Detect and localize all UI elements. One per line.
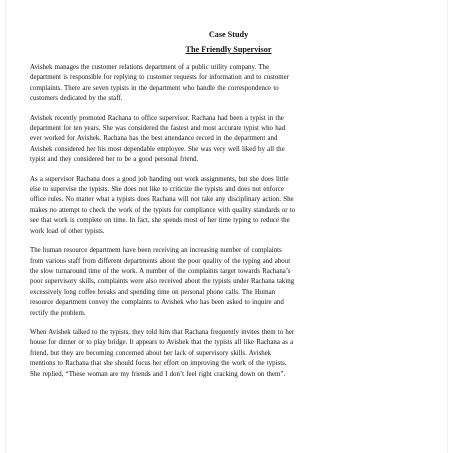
document-title: Case Study (208, 30, 249, 39)
text-line: work load of other typists. (30, 227, 105, 235)
text-line: As a supervisor Rachana does a good job handing out work assignments, but she does little (30, 175, 289, 183)
text-line: When Avishek talked to the typists, they told him that Rachana frequently invites them to her (30, 328, 295, 336)
text-line: department for ten years. She was considered the fastest and most accurate typist who had (30, 125, 286, 133)
document-page (6, 0, 447, 453)
text-line: the slow turnaround time of the work. A number of the complaints target towards Rachana’s (30, 267, 291, 275)
text-line: department is responsible for replying to customer requests for information and to customer (30, 74, 289, 82)
text-line: She replied, “These woman are my friends and I don’t feel right cracking down on them”. (30, 370, 286, 378)
paragraph-3 (30, 175, 427, 237)
text-line: Avishek manages the customer relations department of a public utility company. The (30, 64, 270, 71)
text-line: resource department convey the complaints to Avishek who has been asked to inquire and (30, 299, 284, 307)
text-line: mentions to Rachana that she should focus her effort on improving the work of the typists. (30, 360, 287, 368)
text-line: see that work is complete on time. In fact, she spends most of her time typing to reduce the (30, 217, 290, 225)
text-line: Avishek considered her his most dependable employee. She was very well liked by all the (30, 145, 285, 153)
text-line: friend, but they are becoming concerned about her lack of supervisory skills. Avishek (30, 349, 272, 357)
text-line: The human resource department have been receiving an increasing number of complaints (30, 247, 282, 255)
text-line: rectify the problem. (30, 309, 86, 317)
text-line: excessively long coffee breaks and spending time on personal phone calls. The Human (30, 288, 276, 296)
paragraph-1 (30, 63, 427, 105)
paragraph-2 (30, 114, 427, 166)
text-line: customers dedicated by the staff. (30, 95, 123, 103)
paragraph-5 (30, 328, 427, 380)
text-line: Avishek recently promoted Rachana to office supervisor. Rachana had been a typist in the (30, 114, 284, 122)
text-line: makes no attempt to check the work of the typists for compliance with quality standards or to (30, 206, 296, 214)
text-line: poor supervisory skills, complaints were also received about the typists under Rachana taking (30, 278, 295, 286)
paragraph-4 (30, 246, 427, 319)
document-subtitle: The Friendly Supervisor (185, 45, 272, 54)
text-line: else to supervise the typists. She does not like to criticize the typists and does not enforce (30, 186, 284, 194)
text-line: house for dinner or to play bridge. It appears to Avishek that the typists all like Rachana as a (30, 339, 294, 347)
text-line: complaints. There are seven typists in the department who handle the correspondence to (30, 84, 279, 92)
text-line: typist and they considered her to be a good personal friend. (30, 156, 199, 164)
text-line: office rules. No matter what a typists does Rachana will not take any disciplinary action. She (30, 196, 294, 204)
text-line: ever worked for Avishek. Rachana has the best attendance record in the department and (30, 135, 278, 143)
text-line: from various staff from different departments about the poor quality of the typing and about (30, 257, 291, 265)
